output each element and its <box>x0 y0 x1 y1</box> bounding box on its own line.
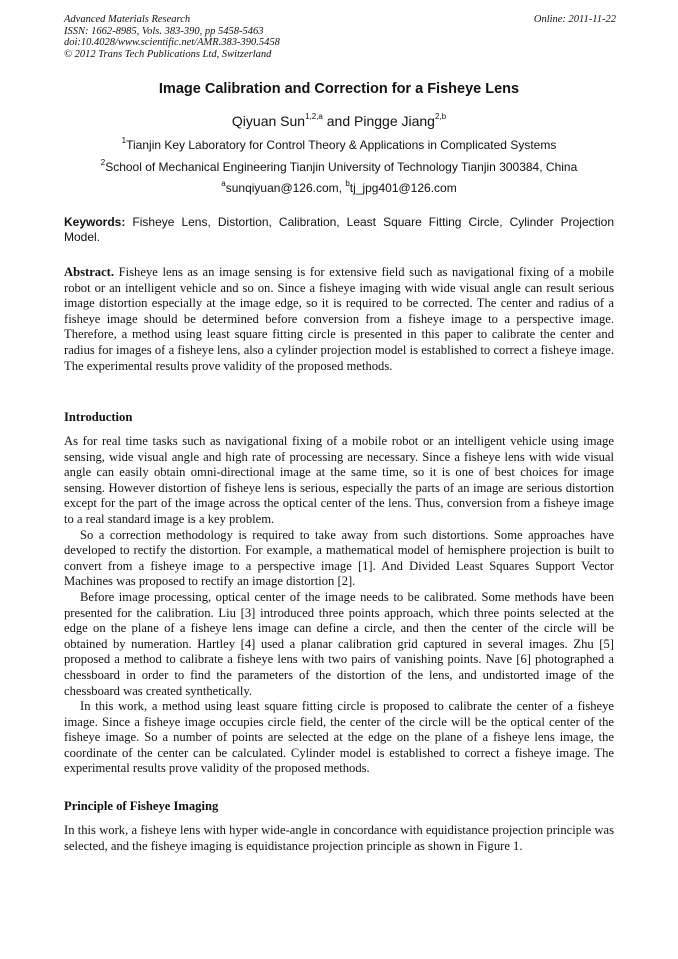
paper-title: Image Calibration and Correction for a Fisheye Lens <box>158 81 520 97</box>
section-heading-principle: Principle of Fisheye Imaging <box>64 799 219 813</box>
journal-header <box>64 14 616 60</box>
author-line <box>64 113 614 129</box>
affiliation-1 <box>64 138 614 152</box>
author-conjunction: and <box>322 113 355 129</box>
affiliation-1-text: Tianjin Key Laboratory for Control Theory & Applications in Complicated Systems <box>126 138 557 152</box>
author-1: Qiyuan Sun <box>231 113 306 129</box>
keywords-label: Keywords: <box>64 215 126 229</box>
author-1-affiliation-mark: 1,2,a <box>305 112 323 122</box>
principle-paragraph-1: In this work, a fisheye lens with hyper wide-angle in concordance with equidistance projection principle was selected, and the fisheye imaging is equidistance projection principle as shown in Figure 1. <box>64 823 614 853</box>
email-a-mark: a <box>221 179 226 188</box>
journal-issn: ISSN: 1662-8985, Vols. 383-390, pp 5458-5463 <box>64 25 264 37</box>
abstract-label: Abstract. <box>64 265 115 279</box>
keywords <box>64 215 614 245</box>
online-date: Online: 2011-11-22 <box>533 14 616 25</box>
journal-doi: doi:10.4028/www.scientific.net/AMR.383-390.5458 <box>64 37 280 48</box>
author-emails <box>64 181 614 195</box>
affiliation-2-text: School of Mechanical Engineering Tianjin University of Technology Tianjin 300384, China <box>105 160 578 174</box>
intro-paragraph-3: Before image processing, optical center of the image needs to be calibrated. Some methods have been presented for the calibration. Liu [3] introduced three points approach, which three points selected at the edge on the plane of a fisheye lens image can define a circle, and then the center of the circle will be obtained by numeration. Hartley [4] used a planar calibration grid captured in several images. Zhu [5] proposed a method to calibrate a fisheye lens with two pairs of vanishing points. Nave [6] photographed a chessboard in order to find the parameters of the distortion of the lens, and undistorted image of the chessboard was created synthetically. <box>64 589 614 698</box>
intro-paragraph-1: As for real time tasks such as navigational fixing of a mobile robot or an intelligent vehicle using image sensing, wide visual angle and high rate of processing are necessary. Since a fisheye lens with wide visual angle can easily obtain omni-directional image at the same time, so it is one of best choices for image sensing. However distortion of fisheye lens is serious, especially the parts of an image are serious distortion except for the part of the image across the optical center of the lens. Thus, conversion from a fisheye image to a real standard image is a key problem. <box>64 434 614 526</box>
journal-name: Advanced Materials Research <box>64 14 191 25</box>
email-b: tj_jpg401@126.com <box>349 181 457 195</box>
section-principle <box>64 823 614 854</box>
section-introduction <box>64 434 614 777</box>
email-a: sunqiyuan@126.com, <box>225 181 346 195</box>
abstract <box>64 265 614 374</box>
affiliation-2-mark: 2 <box>100 158 106 167</box>
author-2-affiliation-mark: 2,b <box>434 112 447 122</box>
email-b-mark: b <box>345 179 350 188</box>
section-heading-introduction: Introduction <box>64 410 133 424</box>
intro-paragraph-2: So a correction methodology is required to take away from such distortions. Some approaches have developed to rectify the distortion. For example, a mathematical model of hemisphere projection is built to convert from a fisheye image to a perspective image [1]. And Divided Least Squares Support Vector Machines was proposed to rectify an image distortion [2]. <box>64 527 614 589</box>
author-2: Pingge Jiang <box>354 113 435 129</box>
affiliation-2 <box>64 160 614 174</box>
keywords-text: Fisheye Lens, Distortion, Calibration, Least Square Fitting Circle, Cylinder Projection Model. <box>64 215 614 244</box>
journal-copyright: © 2012 Trans Tech Publications Ltd, Switzerland <box>64 48 272 60</box>
intro-paragraph-4: In this work, a method using least square fitting circle is proposed to calibrate the center of a fisheye image. Since a fisheye image occupies circle field, the center of the circle will be the optical center of the fisheye image. So a number of points are selected at the edge on the plane of a fisheye lens image, the coordinate of the center can be calculated. Cylinder model is established to correct a fisheye image. The experimental results prove validity of the proposed methods. <box>64 699 614 776</box>
abstract-text: Fisheye lens as an image sensing is for extensive field such as navigational fixing of a mobile robot or an intelligent vehicle and so on. Since a fisheye imaging with wide visual angle can result serious image distortion especially at the image edge, so it is required to be corrected. The center and radius of a fisheye image should be determined before conversion from a fisheye image to a perspective image. Therefore, a method using least square fitting circle is presented in this paper to calibrate the center and radius for images of a fisheye lens, also a cylinder projection model is established to correct a fisheye image. The experimental results prove validity of the proposed methods. <box>64 265 614 373</box>
affiliation-1-mark: 1 <box>121 136 127 145</box>
